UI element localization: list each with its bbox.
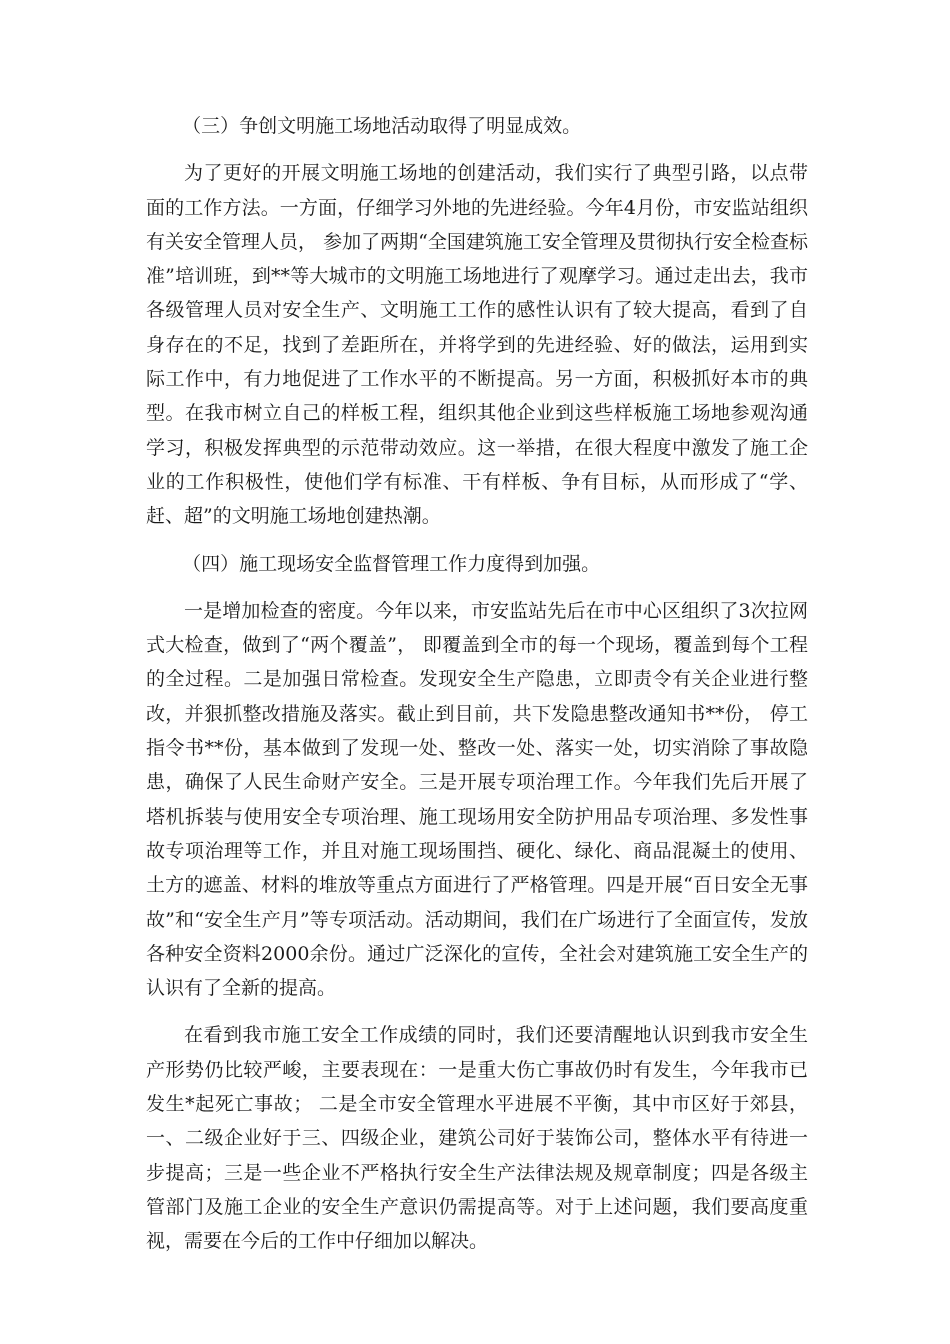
section-heading-3: （三）争创文明施工场地活动取得了明显成效。 (182, 115, 582, 137)
paragraph-model-guidance: 为了更好的开展文明施工场地的创建活动，我们实行了典型引路，以点带面的工作方法。一方面，仔细学习外地的先进经验。今年4月份，市安监站组织有关安全管理人员， 参加了两期“全国建筑施工安全管理及贯彻执行安全检查标准”培训班，到**等大城市的文明施工场地进行了观摩学习。通过走出去，我市各级管理人员对安全生产、文明施工工作的感性认识有了较大提高，看到了自身存在的不足，找到了差距所在，并将学到的先进经验、好的做法，运用到实际工作中，有力地促进了工作水平的不断提高。另一方面，积极抓好本市的典型。在我市树立自己的样板工程，组织其他企业到这些样板施工场地参观沟通学习，积极发挥典型的示范带动效应。这一举措，在很大程度中激发了施工企业的工作积极性，使他们学有标准、干有样板、争有目标，从而形成了“学、赶、超”的文明施工场地创建热潮。 (146, 162, 808, 528)
section-heading-4: （四）施工现场安全监督管理工作力度得到加强。 (182, 552, 601, 575)
paragraph-existing-problems: 在看到我市施工安全工作成绩的同时，我们还要清醒地认识到我市安全生产形势仍比较严峻，主要表现在：一是重大伤亡事故仍时有发生，今年我市已发生*起死亡事故； 二是全市安全管理水平进展不平衡，其中市区好于郊县，一、二级企业好于三、四级企业，建筑公司好于装饰公司，整体水平有待进一步提高；三是一些企业不严格执行安全生产法律法规及规章制度；四是各级主管部门及施工企业的安全生产意识仍需提高等。对于上述问题，我们要高度重视，需要在今后的工作中仔细加以解决。 (146, 1024, 808, 1253)
paragraph-inspection-work: 一是增加检查的密度。今年以来，市安监站先后在市中心区组织了3次拉网式大检查，做到了“两个覆盖”， 即覆盖到全市的每一个现场，覆盖到每个工程的全过程。二是加强日常检查。发现安全生产隐患，立即责令有关企业进行整改，并狠抓整改措施及落实。截止到目前，共下发隐患整改通知书**份， 停工指令书**份，基本做到了发现一处、整改一处、落实一处，切实消除了事故隐患，确保了人民生命财产安全。三是开展专项治理工作。今年我们先后开展了塔机拆装与使用安全专项治理、施工现场用安全防护用品专项治理、多发性事故专项治理等工作，并且对施工现场围挡、硬化、绿化、商品混凝土的使用、土方的遮盖、材料的堆放等重点方面进行了严格管理。四是开展“百日安全无事故”和“安全生产月”等专项活动。活动期间，我们在广场进行了全面宣传，发放各种安全资料2000余份。通过广泛深化的宣传，全社会对建筑施工安全生产的认识有了全新的提高。 (146, 599, 808, 1000)
document-body (146, 109, 808, 1272)
